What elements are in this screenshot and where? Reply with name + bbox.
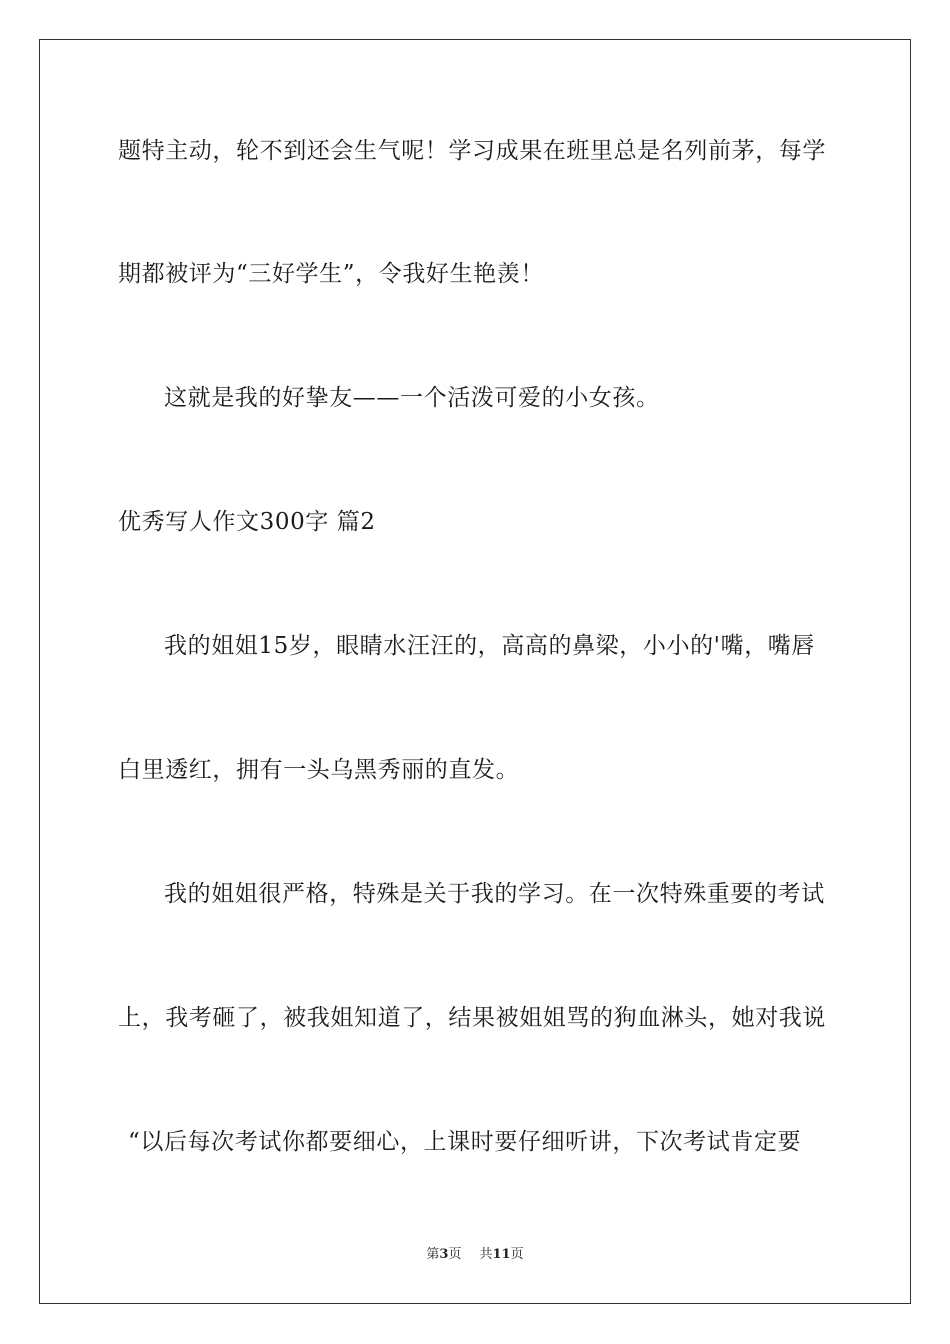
page-suffix: 页 (448, 1247, 462, 1262)
paragraph-line-4: 我的姐姐15岁，眼睛水汪汪的，高高的鼻梁，小小的'嘴，嘴唇 (164, 633, 815, 659)
paragraph-line-6: 我的姐姐很严格，特殊是关于我的学习。在一次特殊重要的考试 (164, 881, 825, 907)
total-suffix: 页 (510, 1247, 524, 1262)
paragraph-line-2: 期都被评为“三好学生”，令我好生艳羡！ (118, 261, 544, 287)
paragraph-line-1: 题特主动，轮不到还会生气呢！学习成果在班里总是名列前茅，每学 (118, 138, 826, 164)
page-footer (0, 1246, 950, 1264)
total-pages-number: 11 (492, 1247, 511, 1262)
section-heading: 优秀写人作文300字 篇2 (118, 509, 376, 535)
paragraph-line-3: 这就是我的好挚友——一个活泼可爱的小女孩。 (164, 385, 660, 411)
paragraph-line-8: “以后每次考试你都要细心，上课时要仔细听讲，下次考试肯定要 (128, 1129, 802, 1155)
current-page-number: 3 (439, 1247, 449, 1262)
paragraph-line-7: 上，我考砸了，被我姐知道了，结果被姐姐骂的狗血淋头，她对我说 (118, 1005, 826, 1031)
page-border (39, 39, 911, 1304)
page-prefix: 第 (426, 1247, 440, 1262)
total-prefix: 共 (479, 1247, 493, 1262)
paragraph-line-5: 白里透红，拥有一头乌黑秀丽的直发。 (118, 757, 520, 783)
